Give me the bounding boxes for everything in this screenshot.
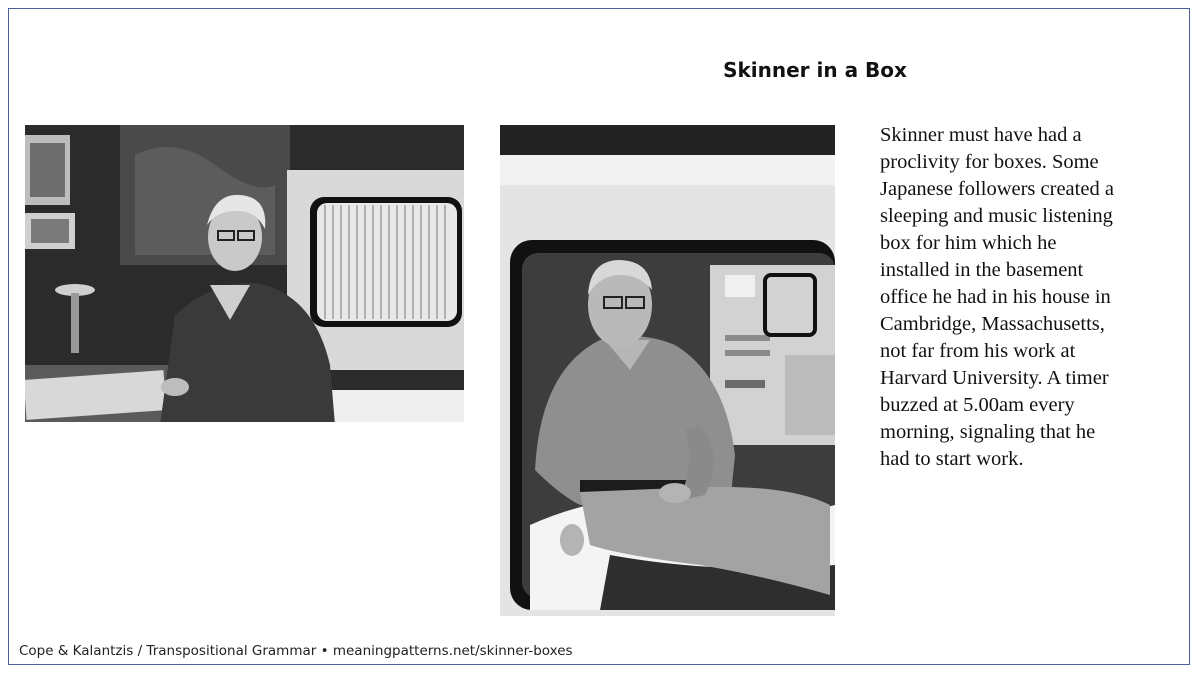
footer-citation: Cope & Kalantzis / Transpositional Grammar • meaningpatterns.net/skinner-boxes <box>19 643 573 659</box>
body-paragraph: Skinner must have had a proclivity for boxes. Some Japanese followers created a sleeping and music listening box for him which he installed in the basement office he had in his house in Cambridge, Massachusetts, not far from his work at Harvard University. A timer buzzed at 5.00am every morning, signaling that he had to start work. <box>880 124 1114 470</box>
photo-skinner-at-desk <box>25 125 464 422</box>
slide-title: Skinner in a Box <box>723 58 907 82</box>
photo-skinner-in-box <box>500 125 835 616</box>
